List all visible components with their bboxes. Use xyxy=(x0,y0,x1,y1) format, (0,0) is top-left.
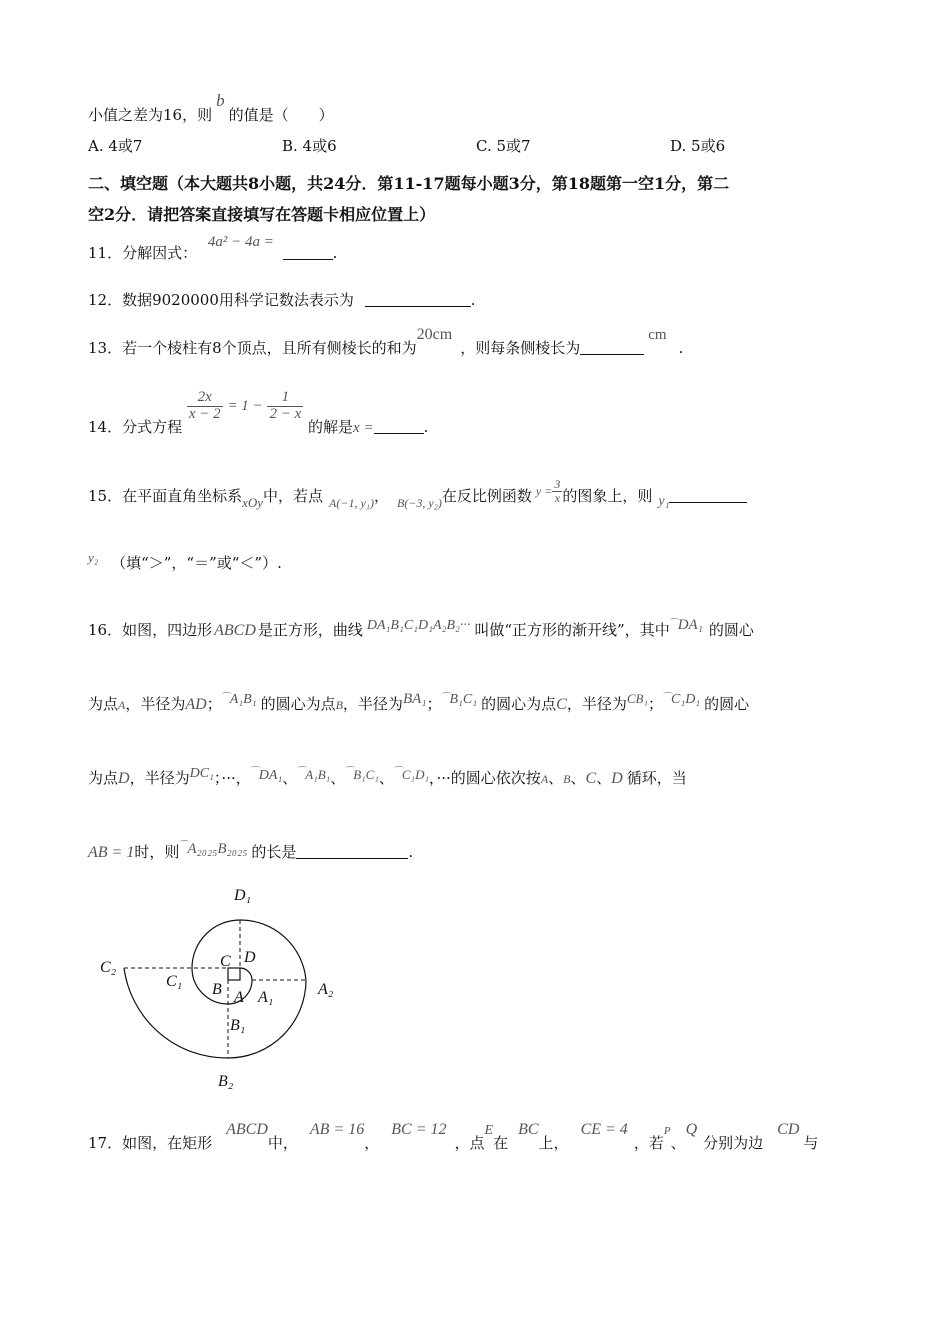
q15-answer-blank[interactable] xyxy=(669,490,747,503)
q13-unit: cm xyxy=(648,327,667,343)
q16-line4: AB = 1时，则⌒A₂₀₂₅B₂₀₂₅ 的长是 . xyxy=(88,841,414,861)
section-heading-line2: 空2分．请把答案直接填写在答题卡相应位置上） xyxy=(88,205,436,224)
label-a1: A₁ xyxy=(258,989,274,1006)
arc-b1c1 xyxy=(192,968,228,1004)
section-heading-line1: 二、填空题（本大题共8小题，共24分．第11-17题每小题3分，第18题第一空1分，第二 xyxy=(88,174,730,193)
label-b1: B₁ xyxy=(230,1017,246,1034)
label-d: D xyxy=(244,949,256,966)
q14-fraction-1: $\frac{2x}{x - 2}$ xyxy=(188,389,221,422)
arc-icon: ⌒ xyxy=(345,767,356,778)
q16-line1: 16．如图，四边形 ABCD 是正方形，曲线 DA₁B₁C₁D₁A₂B₂··· 叫做“正方形的渐开线”，其中⌒DA₁ 的圆心 xyxy=(88,617,754,639)
arc-icon: ⌒ xyxy=(669,619,680,630)
q15-line2: y₂ （填“＞”，“＝”或“＜”）. xyxy=(88,550,282,572)
label-c2: C₂ xyxy=(100,959,117,976)
label-b2: B₂ xyxy=(218,1073,234,1090)
involute-figure xyxy=(94,882,354,1102)
q13-value: 20cm xyxy=(416,326,453,343)
arc-icon: ⌒ xyxy=(179,841,190,852)
q10-option-a[interactable]: A. 4或7 xyxy=(88,137,143,155)
label-d1: D₁ xyxy=(234,887,252,904)
var-b: b xyxy=(216,91,225,110)
q14: 14．分式方程 $\frac{2x}{x - 2}$ = 1 − $\frac{1}{2 - x}$ 的解是x = . xyxy=(88,389,429,437)
q13-answer-blank[interactable] xyxy=(580,342,644,355)
q11: 11．分解因式： 4a² − 4a = . xyxy=(88,234,338,262)
q16-line2: 为点A，半径为AD；⌒A₁B₁ 的圆心为点B，半径为BA₁；⌒B₁C₁ 的圆心为点C，半径为CB₁；⌒C₁D₁ 的圆心 xyxy=(88,691,750,713)
q11-answer-blank[interactable] xyxy=(283,247,333,260)
q10-stem: 小值之差为16，则b的值是（ ） xyxy=(88,91,334,124)
q12-answer-blank[interactable] xyxy=(365,294,471,307)
q14-answer-blank[interactable] xyxy=(374,421,424,434)
arc-c1d1 xyxy=(192,920,240,968)
q15-line1: 15．在平面直角坐标系xOy中，若点 $_{A(-1, y_1)}$， $_{B(-3, y_2)}$在反比例函数 $^{y =}$ $\frac{3}{x}$ 的图象上，则 y₁ xyxy=(88,484,747,510)
arc-icon: ⌒ xyxy=(393,767,404,778)
q11-math: 4a² − 4a = xyxy=(207,234,274,250)
q13: 13．若一个棱柱有8个顶点，且所有侧棱长的和为20cm，则每条侧棱长为cm. xyxy=(88,326,684,357)
arc-icon: ⌒ xyxy=(221,693,232,704)
q15-fraction: $\frac{3}{x}$ xyxy=(554,477,561,505)
arc-icon: ⌒ xyxy=(250,767,261,778)
q16-line3: 为点D，半径为DC₁；···，⌒DA₁、⌒A₁B₁、⌒B₁C₁、⌒C₁D₁，···的圆心依次按A、B、C、D 循环，当 xyxy=(88,766,687,787)
arc-icon: ⌒ xyxy=(662,693,673,704)
q10-option-d[interactable]: D. 5或6 xyxy=(670,137,726,155)
label-a2: A₂ xyxy=(318,981,334,998)
q10-option-b[interactable]: B. 4或6 xyxy=(282,137,337,155)
label-c1: C₁ xyxy=(166,973,183,990)
label-b: B xyxy=(212,981,222,998)
q12: 12．数据9020000用科学记数法表示为 . xyxy=(88,291,476,309)
arc-icon: ⌒ xyxy=(441,693,452,704)
label-a: A xyxy=(234,989,244,1006)
arc-da1 xyxy=(240,968,252,980)
q14-fraction-2: $\frac{1}{2 - x}$ xyxy=(269,389,302,422)
arc-icon: ⌒ xyxy=(297,767,308,778)
q16-answer-blank[interactable] xyxy=(296,846,408,859)
label-c: C xyxy=(220,953,231,970)
q10-option-c[interactable]: C. 5或7 xyxy=(476,137,531,155)
q17: 17．如图，在矩形ABCD中，AB = 16，BC = 12，点E在BC上，CE = 4，若$^P$、Q分别为边CD与 xyxy=(88,1121,819,1152)
